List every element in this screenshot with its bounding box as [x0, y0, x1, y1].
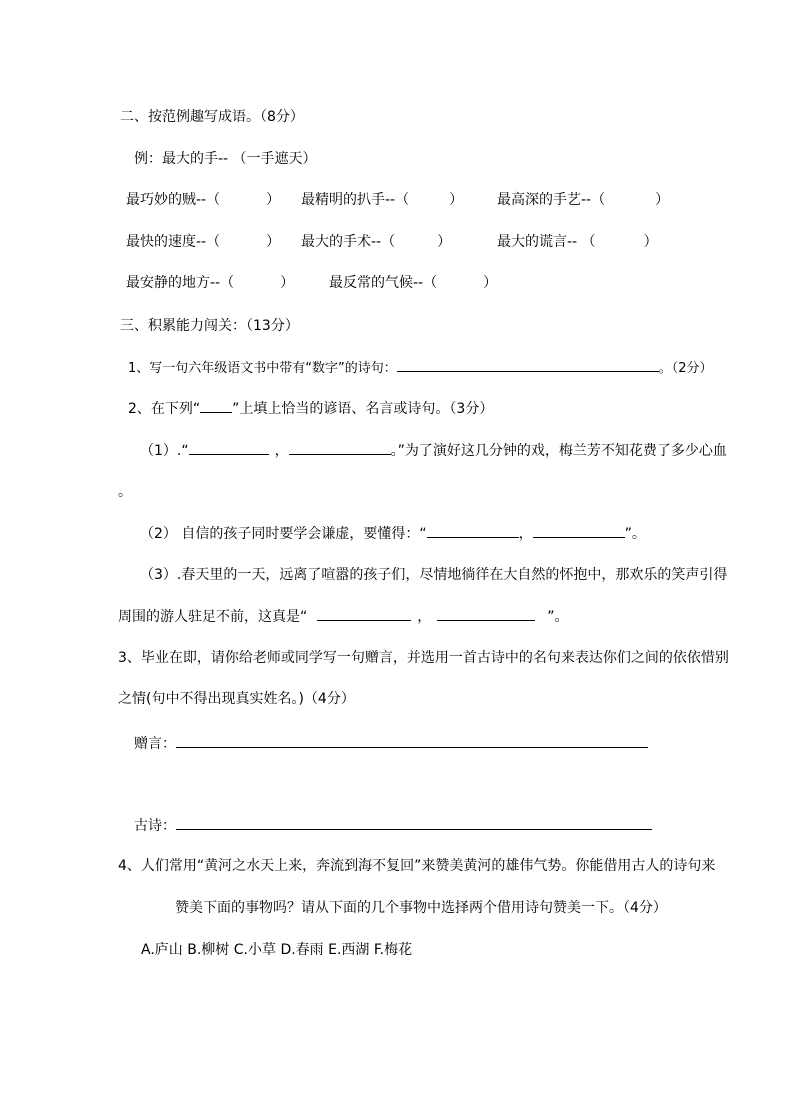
- idiom-row-1-item-1: 最巧妙的贼--（ ）: [126, 192, 281, 208]
- option-f: F.梅花: [373, 942, 413, 958]
- question-1: 1、写一句六年级语文书中带有“数字”的诗句： 。（2分）: [128, 357, 713, 379]
- answer-blank[interactable]: [437, 606, 535, 621]
- idiom-row-3-item-2: 最反常的气候--（ ）: [329, 275, 498, 291]
- question-3-line-2: 之情(句中不得出现真实姓名。)（4分）: [118, 691, 355, 707]
- answer-blank[interactable]: [397, 357, 659, 372]
- example-line: 例：最大的手-- （一手遮天）: [134, 151, 317, 167]
- question-2-sentence-3-line-2: 周围的游人驻足不前，这真是“ ， ”。: [118, 606, 569, 627]
- section-3-heading: 三、积累能力闯关：（13分）: [120, 318, 299, 334]
- question-4-line-1: 4、人们常用“黄河之水天上来，奔流到海不复回”来赞美黄河的雄伟气势。你能借用古人的诗句来: [118, 858, 716, 874]
- answer-blank: [200, 398, 232, 413]
- question-2-sentence-3-line-1: （3）.春天里的一天，远离了喧嚣的孩子们，尽情地徜徉在大自然的怀抱中，那欢乐的笑声引得: [140, 567, 728, 583]
- option-b: B.柳树: [187, 942, 230, 958]
- section-2-heading: 二、按范例趣写成语。（8分）: [120, 109, 304, 125]
- farewell-message-row: 赠言：: [134, 733, 648, 754]
- idiom-row-1-item-3: 最高深的手艺--（ ）: [497, 192, 670, 208]
- idiom-row-2-item-1: 最快的速度--（ ）: [126, 234, 281, 250]
- answer-blank[interactable]: [533, 523, 625, 538]
- poem-row: 古诗：: [134, 815, 652, 836]
- option-d: D.春雨: [280, 942, 324, 958]
- question-2-sentence-1-end: 。: [118, 484, 132, 500]
- question-2-sentence-1: （1）.“ ， 。”为了演好这几分钟的戏，梅兰芳不知花费了多少心血: [140, 440, 727, 461]
- answer-blank[interactable]: [427, 523, 519, 538]
- idiom-row-3-item-1: 最安静的地方--（ ）: [126, 275, 295, 291]
- question-4-line-2: 赞美下面的事物吗？请从下面的几个事物中选择两个借用诗句赞美一下。（4分）: [175, 900, 667, 916]
- question-2-sentence-2: （2） 自信的孩子同时要学会谦虚，要懂得：“ ， ”。: [140, 523, 646, 544]
- option-a: A.庐山: [141, 942, 183, 958]
- answer-blank[interactable]: [317, 606, 411, 621]
- option-e: E.西湖: [328, 942, 370, 958]
- option-c: C.小草: [233, 942, 276, 958]
- answer-blank[interactable]: [189, 440, 269, 455]
- farewell-message-blank[interactable]: [176, 733, 648, 748]
- question-2-intro: 2、在下列“ ”上填上恰当的谚语、名言或诗句。（3分）: [128, 398, 493, 419]
- question-4-options: [141, 940, 412, 960]
- idiom-row-2-item-3: 最大的谎言-- （ ）: [497, 234, 658, 250]
- answer-blank[interactable]: [289, 440, 391, 455]
- idiom-row-2-item-2: 最大的手术--（ ）: [301, 234, 452, 250]
- idiom-row-1-item-2: 最精明的扒手--（ ）: [301, 192, 464, 208]
- poem-blank[interactable]: [176, 815, 652, 830]
- question-3-line-1: 3、毕业在即，请你给老师或同学写一句赠言，并选用一首古诗中的名句来表达你们之间的依依惜别: [118, 650, 729, 666]
